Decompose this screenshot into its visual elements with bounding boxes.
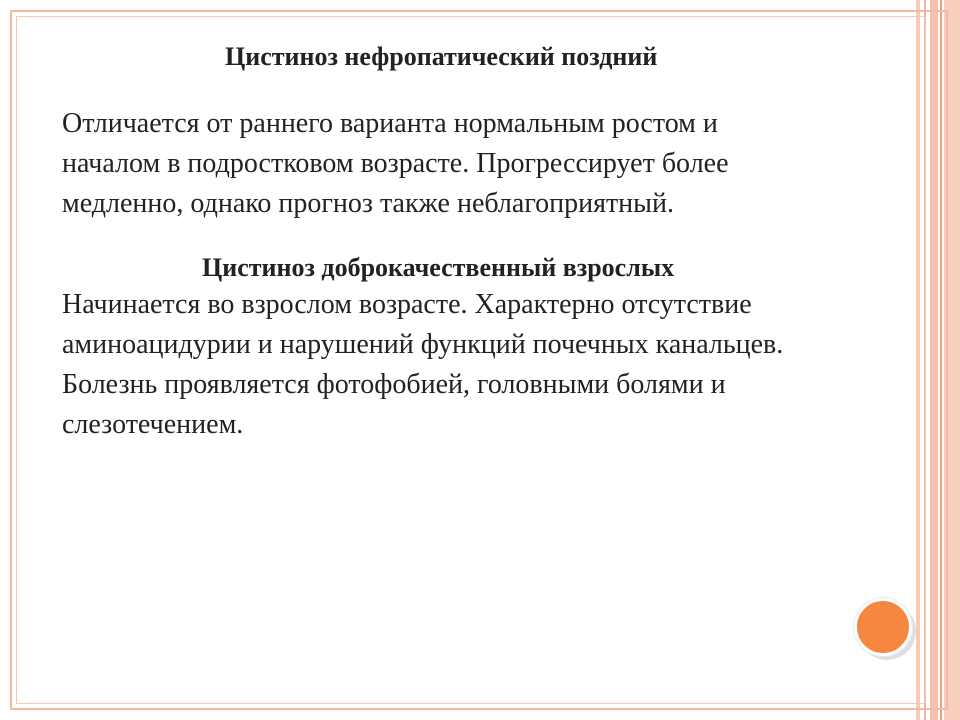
- section1-line: медленно, однако прогноз также неблагоприятный.: [62, 188, 674, 219]
- section2-title: Цистиноз доброкачественный взрослых: [202, 253, 675, 282]
- section2-paragraph: [62, 285, 902, 445]
- section1-line: Отличается от раннего варианта нормальным ростом и: [62, 108, 718, 139]
- section2-line: слезотечением.: [62, 409, 244, 440]
- section1-paragraph: [62, 104, 902, 224]
- section2-line: Болезнь проявляется фотофобией, головными болями и: [62, 369, 726, 400]
- section1-title: Цистиноз нефропатический поздний: [225, 42, 658, 71]
- slide-content: [62, 40, 902, 445]
- section1-line: началом в подростковом возрасте. Прогрессирует более: [62, 148, 729, 179]
- decor-circle-icon: [854, 598, 912, 656]
- section2-line: Начинается во взрослом возрасте. Характерно отсутствие: [62, 289, 752, 320]
- section2-line: аминоацидурии и нарушений функций почечных канальцев.: [62, 329, 784, 360]
